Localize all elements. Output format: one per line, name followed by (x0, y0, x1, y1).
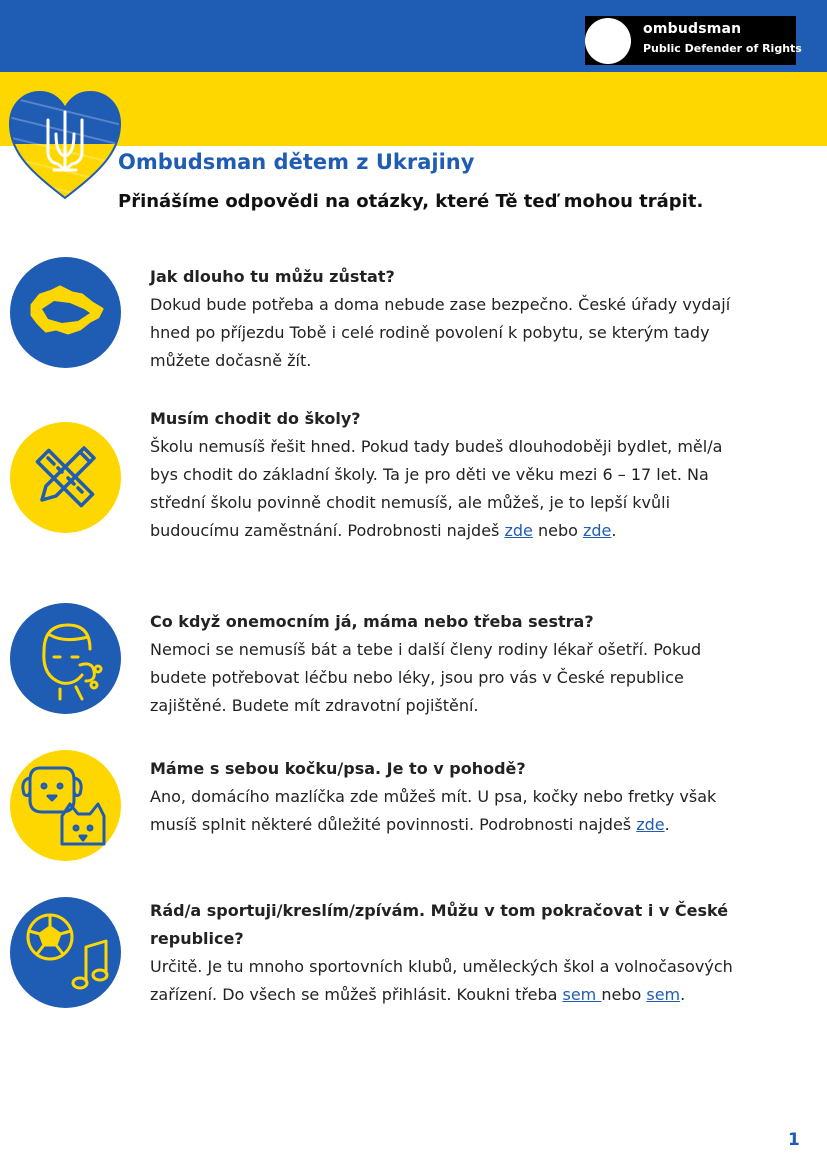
answer-hobbies-middle: nebo (601, 985, 647, 1004)
sick-child-icon (10, 603, 121, 714)
question-hobbies: Rád/a sportuji/kreslím/zpívám. Můžu v tom pokračovat i v České republice? (150, 901, 729, 948)
question-stay: Jak dlouho tu můžu zůstat? (150, 267, 395, 286)
answer-hobbies-text: Určitě. Je tu mnoho sportovních klubů, uměleckých škol a volnočasových zařízení. Do všech se můžeš přihlásit. Koukni třeba (150, 957, 733, 1004)
answer-school-text: Školu nemusíš řešit hned. Pokud tady budeš dlouhodoběji bydlet, měl/a bys chodit do základní školy. Ta je pro děti ve věku mezi 6 – 17 let. Na střední školu povinně chodit nemusíš, ale můžeš, je to lepší kvůli budoucímu zaměstnání. Podrobnosti najdeš (150, 437, 723, 540)
question-pets: Máme s sebou kočku/psa. Je to v pohodě? (150, 759, 526, 778)
hobbies-link-2[interactable]: sem (646, 985, 681, 1004)
question-illness: Co když onemocním já, máma nebo třeba sestra? (150, 612, 594, 631)
school-link-1[interactable]: zde (504, 521, 533, 540)
answer-pets (150, 783, 750, 839)
answer-pets-end: . (664, 815, 670, 834)
logo-name: ombudsman (643, 21, 742, 37)
section-pets (150, 755, 750, 839)
ukraine-heart-icon (4, 86, 126, 204)
section-illness (150, 608, 750, 720)
pencil-ruler-icon (10, 422, 121, 533)
section-hobbies (150, 897, 750, 1009)
answer-illness: Nemoci se nemusíš bát a tebe i další členy rodiny lékař ošetří. Pokud budete potřebovat léčbu nebo léky, jsou pro vás v České republice zajištěné. Budete mít zdravotní pojištění. (150, 640, 702, 715)
hobbies-link-1[interactable]: sem (562, 985, 602, 1004)
answer-school (150, 433, 750, 545)
answer-stay: Dokud bude potřeba a doma nebude zase bezpečno. České úřady vydají hned po příjezdu Tobě i celé rodině povolení k pobytu, se kterým tady můžete dočasně žít. (150, 295, 731, 370)
answer-school-middle: nebo (532, 521, 583, 540)
question-school: Musím chodit do školy? (150, 409, 361, 428)
ball-music-icon (10, 897, 121, 1008)
answer-school-end: . (611, 521, 617, 540)
pets-link[interactable]: zde (636, 815, 665, 834)
page-subtitle: Přinášíme odpovědi na otázky, které Tě teď mohou trápit. (118, 191, 704, 212)
ombudsman-logo (585, 16, 802, 65)
answer-pets-text: Ano, domácího mazlíčka zde můžeš mít. U psa, kočky nebo fretky však musíš splnit některé důležité povinnosti. Podrobnosti najdeš (150, 787, 717, 834)
page-number: 1 (788, 1130, 800, 1150)
answer-hobbies (150, 953, 750, 1009)
logo-emblem-icon (585, 18, 631, 64)
page-title: Ombudsman dětem z Ukrajiny (118, 150, 475, 174)
dog-cat-icon (10, 750, 121, 861)
logo-subtitle: Public Defender of Rights (643, 42, 802, 55)
answer-hobbies-end: . (680, 985, 686, 1004)
school-link-2[interactable]: zde (582, 521, 612, 540)
section-stay (150, 263, 750, 375)
section-school (150, 405, 750, 545)
czech-map-icon (10, 257, 121, 368)
